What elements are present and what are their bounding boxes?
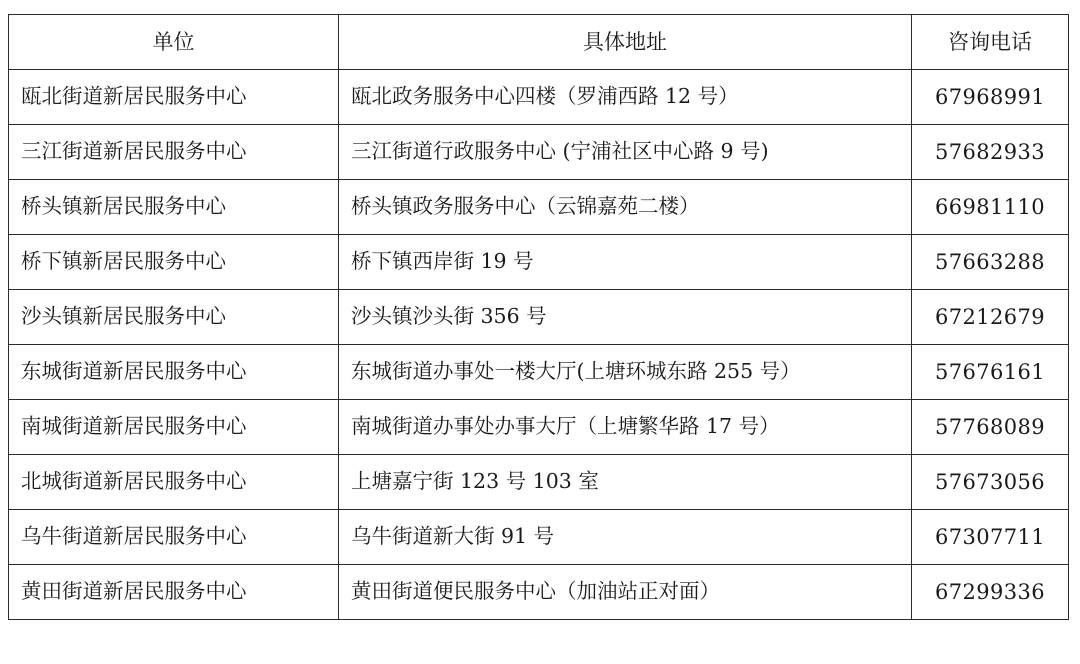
cell-unit: 北城街道新居民服务中心: [9, 455, 339, 510]
cell-address: 南城街道办事处办事大厅（上塘繁华路 17 号）: [339, 400, 912, 455]
table-row: [9, 345, 1069, 400]
table-row: [9, 400, 1069, 455]
table-row: [9, 455, 1069, 510]
table-row: [9, 235, 1069, 290]
cell-phone: 57673056: [912, 455, 1069, 510]
cell-address: 乌牛街道新大街 91 号: [339, 510, 912, 565]
cell-address: 三江街道行政服务中心 (宁浦社区中心路 9 号): [339, 125, 912, 180]
cell-phone: 57676161: [912, 345, 1069, 400]
cell-address: 上塘嘉宁街 123 号 103 室: [339, 455, 912, 510]
cell-phone: 67307711: [912, 510, 1069, 565]
cell-phone: 67299336: [912, 565, 1069, 620]
cell-unit: 桥头镇新居民服务中心: [9, 180, 339, 235]
column-header-address: 具体地址: [339, 15, 912, 70]
cell-address: 瓯北政务服务中心四楼（罗浦西路 12 号）: [339, 70, 912, 125]
table-body: [9, 70, 1069, 620]
table-row: [9, 125, 1069, 180]
table-header: [9, 15, 1069, 70]
cell-phone: 67212679: [912, 290, 1069, 345]
table-row: [9, 180, 1069, 235]
cell-phone: 57663288: [912, 235, 1069, 290]
cell-unit: 南城街道新居民服务中心: [9, 400, 339, 455]
cell-phone: 57768089: [912, 400, 1069, 455]
cell-address: 沙头镇沙头街 356 号: [339, 290, 912, 345]
cell-phone: 66981110: [912, 180, 1069, 235]
cell-phone: 67968991: [912, 70, 1069, 125]
cell-address: 东城街道办事处一楼大厅(上塘环城东路 255 号）: [339, 345, 912, 400]
cell-address: 桥头镇政务服务中心（云锦嘉苑二楼）: [339, 180, 912, 235]
cell-address: 黄田街道便民服务中心（加油站正对面）: [339, 565, 912, 620]
table-header-row: [9, 15, 1069, 70]
cell-phone: 57682933: [912, 125, 1069, 180]
table-row: [9, 70, 1069, 125]
table-row: [9, 510, 1069, 565]
cell-address: 桥下镇西岸街 19 号: [339, 235, 912, 290]
cell-unit: 桥下镇新居民服务中心: [9, 235, 339, 290]
cell-unit: 乌牛街道新居民服务中心: [9, 510, 339, 565]
cell-unit: 瓯北街道新居民服务中心: [9, 70, 339, 125]
cell-unit: 黄田街道新居民服务中心: [9, 565, 339, 620]
document-page: [0, 14, 1080, 664]
column-header-unit: 单位: [9, 15, 339, 70]
service-center-contact-table: [8, 14, 1069, 620]
column-header-phone: 咨询电话: [912, 15, 1069, 70]
table-row: [9, 565, 1069, 620]
table-row: [9, 290, 1069, 345]
cell-unit: 沙头镇新居民服务中心: [9, 290, 339, 345]
cell-unit: 三江街道新居民服务中心: [9, 125, 339, 180]
cell-unit: 东城街道新居民服务中心: [9, 345, 339, 400]
